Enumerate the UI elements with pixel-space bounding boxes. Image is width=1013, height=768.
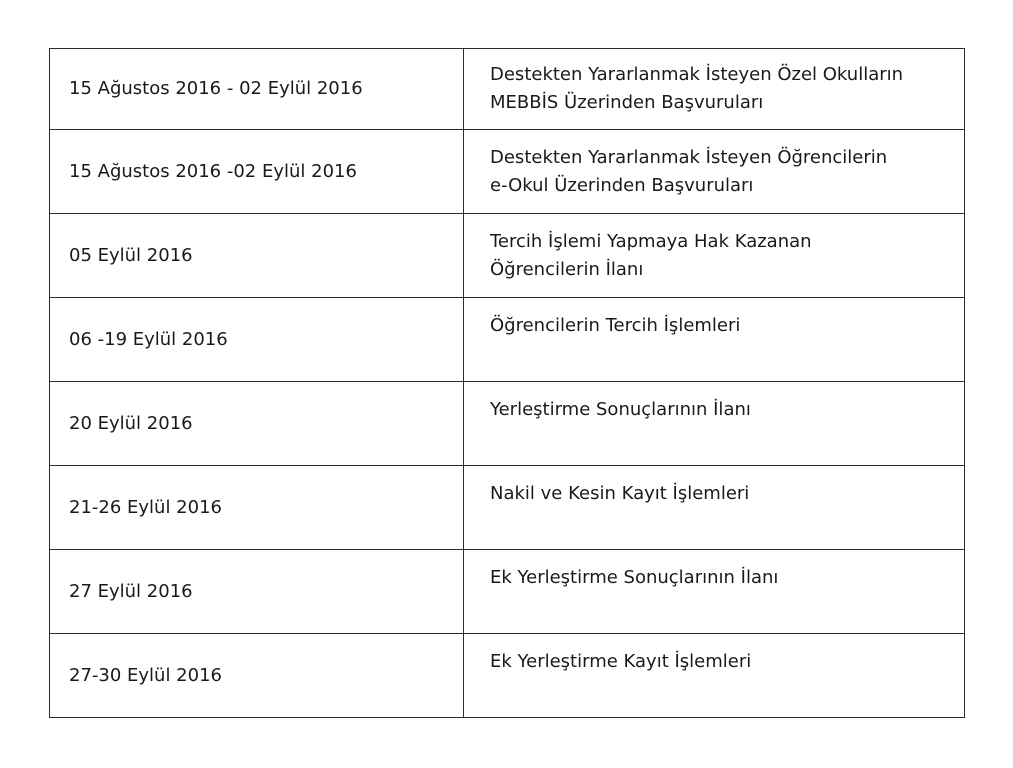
date-cell: 27 Eylül 2016 [50, 550, 464, 634]
date-cell: 15 Ağustos 2016 - 02 Eylül 2016 [50, 49, 464, 130]
table-row [50, 214, 965, 298]
event-text: Ek Yerleştirme Kayıt İşlemleri [490, 651, 752, 672]
table-row [50, 634, 965, 718]
date-cell: 20 Eylül 2016 [50, 382, 464, 466]
event-cell [464, 550, 965, 634]
table-row [50, 298, 965, 382]
event-cell [464, 214, 965, 298]
event-cell [464, 382, 965, 466]
event-text: Ek Yerleştirme Sonuçlarının İlanı [490, 567, 779, 588]
table-row [50, 130, 965, 214]
event-text: Nakil ve Kesin Kayıt İşlemleri [490, 483, 750, 504]
date-cell: 15 Ağustos 2016 -02 Eylül 2016 [50, 130, 464, 214]
schedule-table [49, 48, 965, 718]
table-row [50, 382, 965, 466]
date-cell: 21-26 Eylül 2016 [50, 466, 464, 550]
event-text: Öğrencilerin Tercih İşlemleri [490, 315, 741, 336]
event-text: Yerleştirme Sonuçlarının İlanı [490, 399, 751, 420]
table-row [50, 550, 965, 634]
event-text: Destekten Yararlanmak İsteyen Özel Okulların MEBBİS Üzerinden Başvuruları [490, 64, 904, 113]
event-cell [464, 49, 965, 130]
table-row [50, 466, 965, 550]
event-text: Destekten Yararlanmak İsteyen Öğrencilerin e-Okul Üzerinden Başvuruları [490, 147, 888, 196]
event-cell [464, 634, 965, 718]
table-row [50, 49, 965, 130]
event-text: Tercih İşlemi Yapmaya Hak Kazanan Öğrencilerin İlanı [490, 231, 812, 280]
date-cell: 27-30 Eylül 2016 [50, 634, 464, 718]
event-cell [464, 298, 965, 382]
date-cell: 06 -19 Eylül 2016 [50, 298, 464, 382]
event-cell [464, 466, 965, 550]
event-cell [464, 130, 965, 214]
date-cell: 05 Eylül 2016 [50, 214, 464, 298]
